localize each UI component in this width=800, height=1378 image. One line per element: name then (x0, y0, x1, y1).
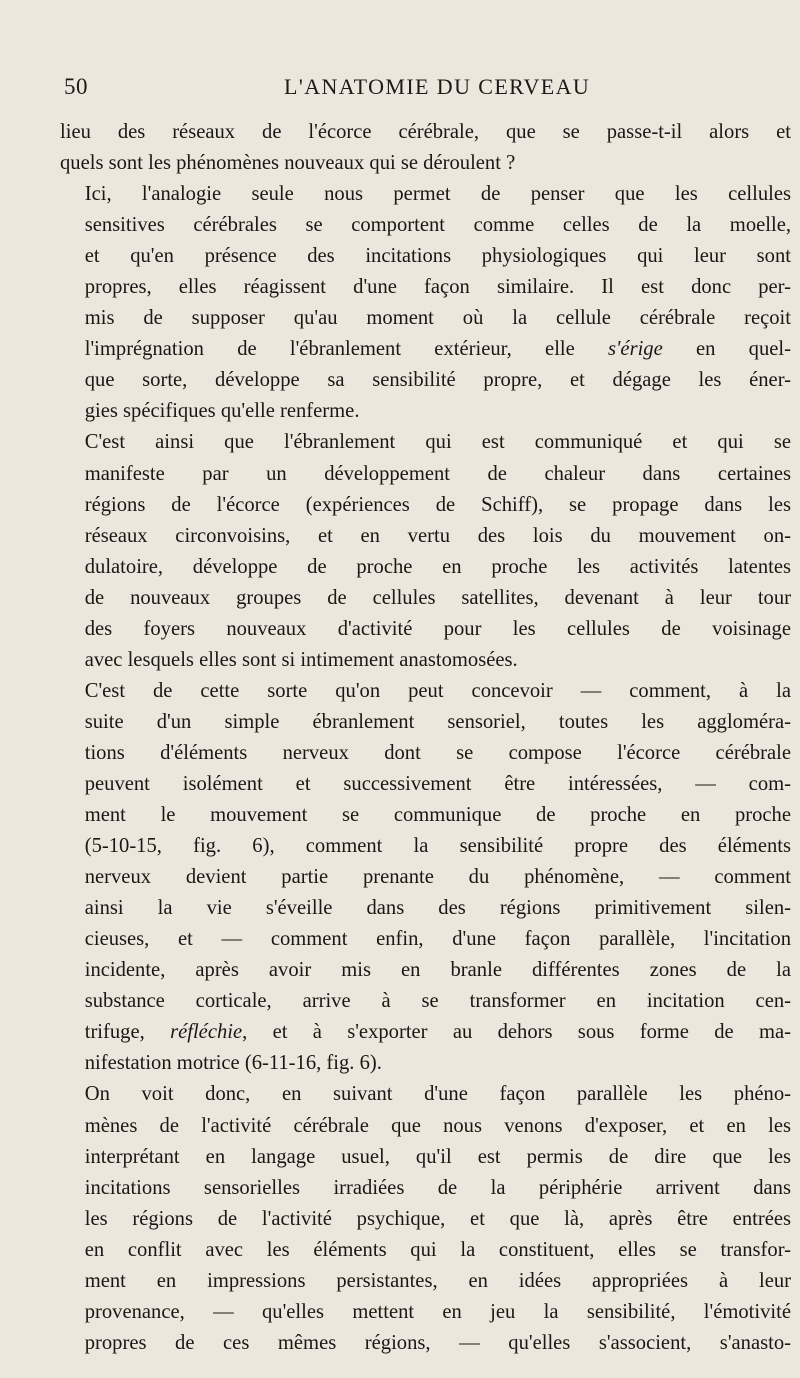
text-line: les régions de l'activité psychique, et que là, après être entrées (84, 1207, 791, 1230)
text-line: trifuge, réfléchie, et à s'exporter au dehors sous forme de ma- (84, 1021, 791, 1044)
text-line: (5-10-15, fig. 6), comment la sensibilité propre des éléments (84, 835, 791, 858)
paragraph (60, 427, 791, 675)
text-line: ment en impressions persistantes, en idées appropriées à leur (84, 1269, 791, 1292)
text-line: et qu'en présence des incitations physiologiques qui leur sont (84, 245, 791, 268)
page-number: 50 (64, 74, 88, 99)
text-line: manifeste par un développement de chaleur dans certaines (84, 462, 791, 485)
text-line: provenance, — qu'elles mettent en jeu la sensibilité, l'émotivité (84, 1300, 791, 1323)
text-line: mis de supposer qu'au moment où la cellule cérébrale reçoit (84, 307, 791, 330)
text-line: nifestation motrice (6-11-16, fig. 6). (84, 1052, 382, 1075)
text-line: peuvent isolément et successivement être intéressées, — com- (84, 772, 791, 795)
text-line: dulatoire, développe de proche en proche les activités latentes (84, 555, 791, 578)
text-line: ment le mouvement se communique de proche en proche (84, 804, 791, 827)
text-line: substance corticale, arrive à se transformer en incitation cen- (84, 990, 791, 1013)
running-head (60, 74, 790, 114)
text-line: ainsi la vie s'éveille dans des régions primitivement silen- (84, 897, 791, 920)
running-title: L'ANATOMIE DU CERVEAU (284, 74, 591, 99)
text-line: régions de l'écorce (expériences de Schiff), se propage dans les (84, 493, 791, 516)
text-line: cieuses, et — comment enfin, d'une façon parallèle, l'incitation (84, 928, 791, 951)
text-line: incidente, après avoir mis en branle différentes zones de la (84, 959, 791, 982)
text-line: l'imprégnation de l'ébranlement extérieur, elle s'érige en quel- (84, 338, 791, 361)
text-line: en conflit avec les éléments qui la constituent, elles se transfor- (84, 1238, 791, 1261)
text-line: gies spécifiques qu'elle renferme. (84, 400, 360, 423)
text-line: nerveux devient partie prenante du phénomène, — comment (84, 866, 791, 889)
body-text (60, 117, 791, 1359)
paragraph (60, 676, 791, 1080)
text-line: sensitives cérébrales se comportent comme celles de la moelle, (84, 214, 791, 237)
text-line: quels sont les phénomènes nouveaux qui se déroulent ? (60, 152, 516, 175)
paragraph (60, 117, 791, 179)
italic-word: réfléchie (170, 1021, 243, 1044)
text-line: Ici, l'analogie seule nous permet de penser que les cellules (84, 183, 791, 206)
text-line: de nouveaux groupes de cellules satellites, devenant à leur tour (84, 586, 791, 609)
text-line: des foyers nouveaux d'activité pour les cellules de voisinage (84, 617, 791, 640)
text-line: On voit donc, en suivant d'une façon parallèle les phéno- (84, 1083, 791, 1106)
text-line: incitations sensorielles irradiées de la périphérie arrivent dans (84, 1176, 791, 1199)
text-line: avec lesquels elles sont si intimement anastomosées. (84, 648, 518, 671)
italic-word: s'érige (608, 338, 663, 361)
text-line: tions d'éléments nerveux dont se compose l'écorce cérébrale (84, 741, 791, 764)
text-line: suite d'un simple ébranlement sensoriel, toutes les aggloméra- (84, 710, 791, 733)
text-line: C'est ainsi que l'ébranlement qui est communiqué et qui se (84, 431, 791, 454)
text-line: mènes de l'activité cérébrale que nous venons d'exposer, et en les (84, 1114, 791, 1137)
text-line: que sorte, développe sa sensibilité propre, et dégage les éner- (84, 369, 791, 392)
text-line: propres de ces mêmes régions, — qu'elles s'associent, s'anasto- (84, 1331, 791, 1354)
text-line: réseaux circonvoisins, et en vertu des lois du mouvement on- (84, 524, 791, 547)
text-line: propres, elles réagissent d'une façon similaire. Il est donc per- (84, 276, 791, 299)
text-line: lieu des réseaux de l'écorce cérébrale, que se passe-t-il alors et (60, 121, 791, 143)
text-line: interprétant en langage usuel, qu'il est permis de dire que les (84, 1145, 791, 1168)
paragraph (60, 179, 791, 427)
paragraph (60, 1079, 791, 1358)
text-line: C'est de cette sorte qu'on peut concevoir — comment, à la (84, 679, 791, 702)
